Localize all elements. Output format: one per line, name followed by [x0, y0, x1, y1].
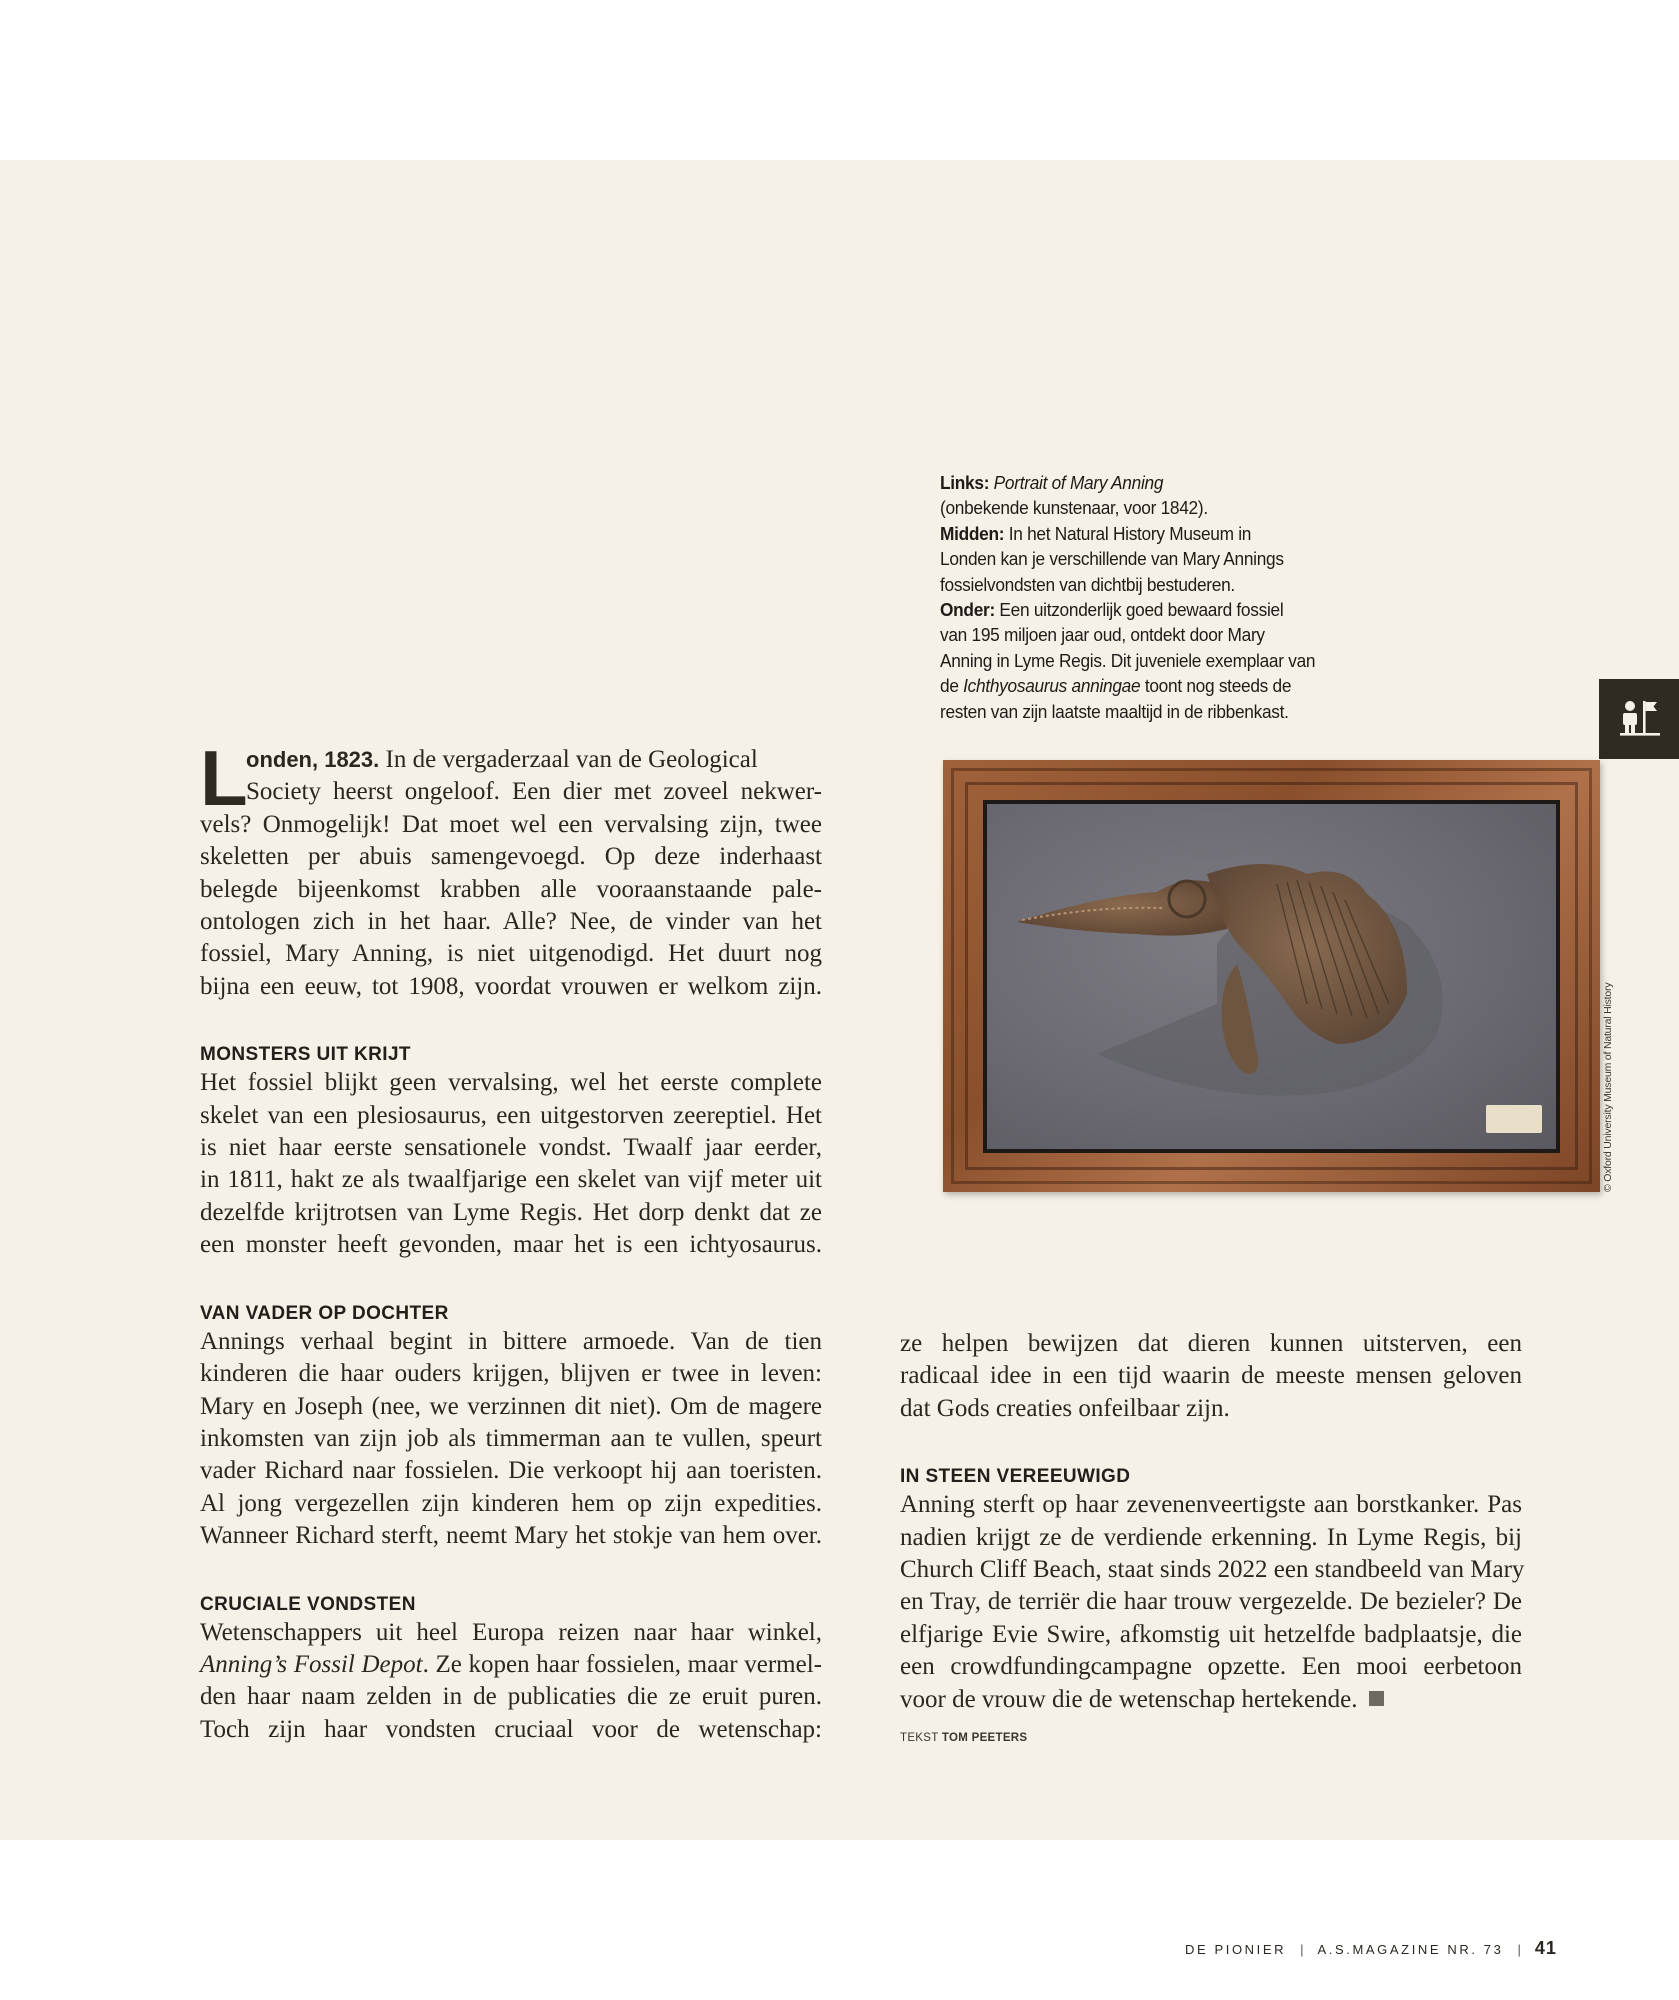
section-paragraph: Wetenschappers uit heel Europa reizen naar haar winkel, Anning’s Fossil Depot. Ze kopen haar fossielen, maar vermel- den haar naam zelden in de publicaties die ze eruit puren. Toch zijn haar vondsten cruciaal voor de wetenschap:: [200, 1618, 822, 1743]
shop-name: Anning’s Fossil Depot: [200, 1650, 423, 1678]
section-tab: [1599, 679, 1679, 759]
ichthyosaur-fossil-icon: [987, 804, 1556, 1153]
section-heading: VAN VADER OP DOCHTER: [200, 1302, 449, 1324]
image-caption: [940, 471, 1362, 725]
caption-line: Anning in Lyme Regis. Dit juveniele exemplaar van: [940, 650, 1316, 671]
byline: TEKST TOM PEETERS: [900, 1732, 1028, 1745]
article-left-column: [200, 734, 822, 1746]
section-paragraph: Anning sterft op haar zevenenveertigste aan borstkanker. Pas nadien krijgt ze de verdiende erkenning. In Lyme Regis, bij Church Cliff Beach, staat sinds 2022 een standbeeld van Mary en Tray, de terriër die haar trouw vergezelde. De bezieler? De elfjarige Evie Swire, afkomstig uit hetzelfde badplaatsje, die een crowdfundingcampagne opzette. Een mooi eerbetoon voor de vrouw die de wetenschap hertekende.: [900, 1491, 1525, 1713]
drop-cap: L: [200, 734, 246, 822]
section-paragraph: Het fossiel blijkt geen vervalsing, wel het eerste complete skelet van een plesiosaurus, een uitgestorven zeereptiel. Het is niet haar eerste sensationele vondst. Twaalf jaar eerder, in 1811, hakt ze als twaalfjarige een skelet van vijf meter uit dezelfde krijtrotsen van Lyme Regis. Het dorp denkt dat ze een monster heeft gevonden, maar het is een ichtyosaurus.: [200, 1069, 822, 1259]
page-footer: [1185, 1938, 1557, 1959]
footer-section: DE PIONIER: [1185, 1942, 1287, 1957]
caption-line: fossielvondsten van dichtbij bestuderen.: [940, 574, 1235, 595]
section-heading: MONSTERS UIT KRIJT: [200, 1044, 411, 1066]
caption-line: resten van zijn laatste maaltijd in de ribbenkast.: [940, 701, 1289, 722]
section-heading: CRUCIALE VONDSTEN: [200, 1593, 416, 1615]
caption-line: Londen kan je verschillende van Mary Annings: [940, 549, 1284, 570]
caption-line: de Ichthyosaurus anningae toont nog steeds de: [940, 676, 1292, 697]
photo-credit: © Oxford University Museum of Natural History: [1602, 982, 1614, 1192]
footer-magazine: A.S.MAGAZINE NR. 73: [1317, 1942, 1504, 1957]
caption-line: (onbekende kunstenaar, voor 1842).: [940, 498, 1208, 519]
explorer-with-flag-icon: [1615, 695, 1663, 743]
footer-separator: |: [1517, 1942, 1521, 1957]
caption-line: Midden: In het Natural History Museum in: [940, 523, 1252, 544]
footer-separator: |: [1300, 1942, 1304, 1957]
caption-line: Onder: Een uitzonderlijk goed bewaard fossiel: [940, 600, 1284, 621]
page-number: 41: [1534, 1938, 1557, 1958]
section-paragraph: Annings verhaal begint in bittere armoede. Van de tien kinderen die haar ouders krijgen, blijven er twee in leven: Mary en Joseph (nee, we verzinnen dit niet). Om de magere inkomsten van zijn job als timmerman aan te vullen, speurt vader Richard naar fossielen. Die verkoopt hij aan toeristen. Al jong vergezellen zijn kinderen hem op zijn expedities. Wanneer Richard sterft, neemt Mary het stokje van hem over.: [200, 1327, 822, 1550]
lead-in: onden, 1823.: [246, 747, 380, 772]
end-of-article-mark: [1369, 1691, 1384, 1706]
caption-line: Links: Portrait of Mary Anning: [940, 473, 1164, 493]
fossil-photo: [943, 760, 1600, 1192]
article-right-column: [900, 1328, 1525, 1754]
intro-paragraph: L onden, 1823. In de vergaderzaal van de Geological Society heerst ongeloof. Een dier met zoveel nekwer- vels? Onmogelijk! Dat moet wel een vervalsing zijn, twee skeletten per abuis samengevoegd. Op deze inderhaast belegde bijeenkomst krabben alle vooraanstaande pale- ontologen zich in het haar. Alle? Nee, de vinder van het fossiel, Mary Anning, is niet uitgenodigd. Het duurt nog bijna een eeuw, tot 1908, voordat vrouwen er welkom zijn.: [200, 734, 822, 1000]
caption-line: van 195 miljoen jaar oud, ontdekt door Mary: [940, 625, 1265, 646]
continuation-paragraph: ze helpen bewijzen dat dieren kunnen uitsterven, een radicaal idee in een tijd waarin de meeste mensen geloven dat Gods creaties onfeilbaar zijn.: [900, 1330, 1522, 1422]
fossil-slab: [983, 800, 1560, 1153]
section-heading: IN STEEN VEREEUWIGD: [900, 1466, 1131, 1488]
specimen-label: [1486, 1105, 1542, 1133]
